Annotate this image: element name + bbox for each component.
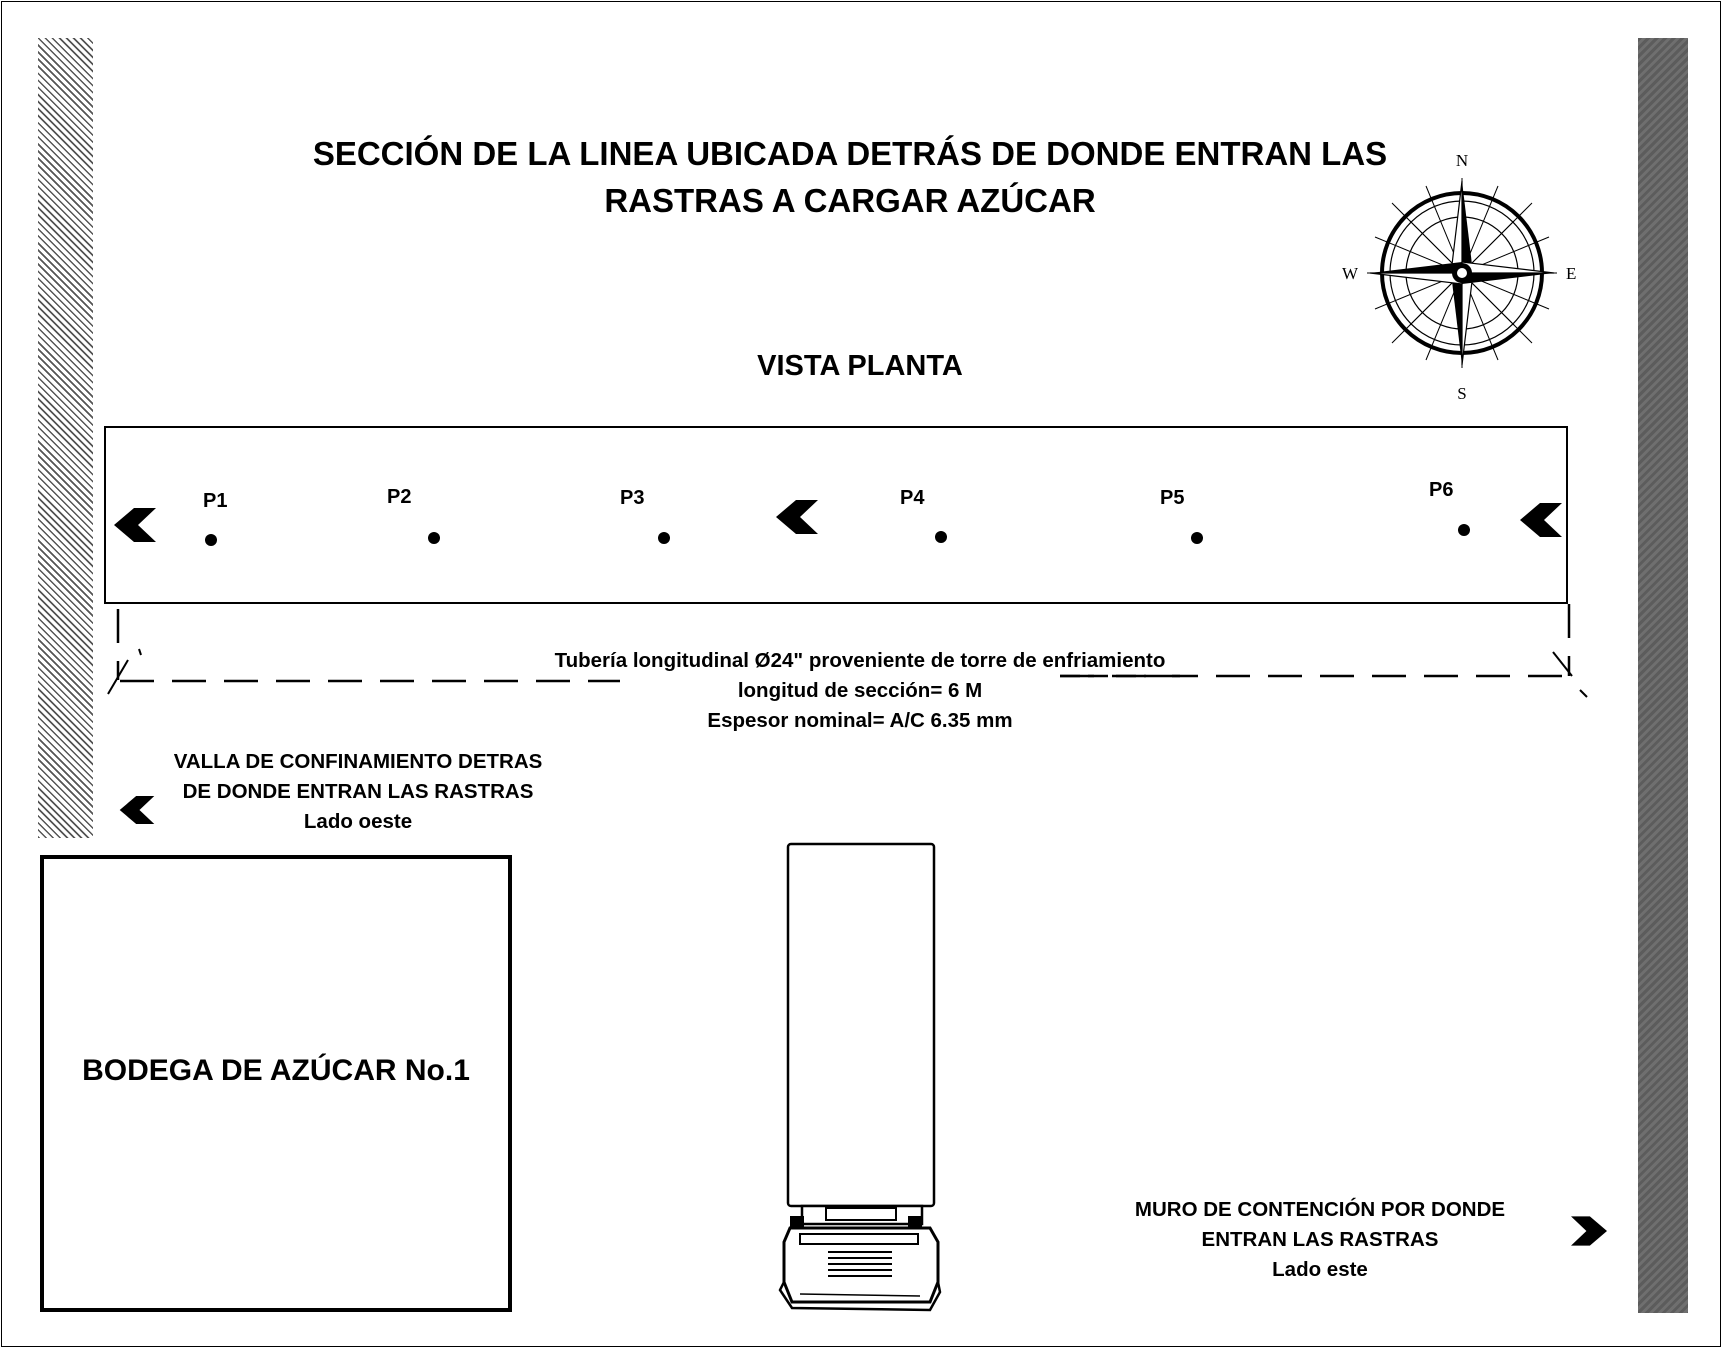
title-line-2: RASTRAS A CARGAR AZÚCAR [604,182,1096,219]
compass-n: N [1455,151,1469,170]
warehouse-label: BODEGA DE AZÚCAR No.1 [82,1054,470,1087]
pipe-line-2: longitud de sección= 6 M [737,679,983,702]
fence-line-3: Lado oeste [303,810,413,833]
point-label: P5 [1160,487,1185,509]
fence-line-2: DE DONDE ENTRAN LAS RASTRAS [182,780,534,803]
pipe-line-3: Espesor nominal= A/C 6.35 mm [707,709,1013,732]
fence-description [148,747,568,837]
compass-s: S [1457,384,1467,403]
wall-description [1110,1195,1530,1285]
view-subtitle: VISTA PLANTA [757,350,963,382]
truck-top-view-icon [780,842,940,1312]
pipe-line-1: Tubería longitudinal Ø24" proveniente de torre de enfriamiento [554,649,1166,672]
point-label: P1 [203,490,228,512]
compass-w: W [1341,264,1358,283]
wall-line-2: ENTRAN LAS RASTRAS [1201,1228,1439,1251]
wall-line-3: Lado este [1272,1258,1368,1281]
compass-e: E [1566,264,1577,283]
title-line-1: SECCIÓN DE LA LINEA UBICADA DETRÁS DE DONDE ENTRAN LAS [312,135,1388,172]
wall-line-1: MURO DE CONTENCIÓN POR DONDE [1134,1198,1506,1221]
pipe-description [480,646,1240,736]
point-label: P4 [900,487,925,509]
sugar-warehouse [40,855,512,1312]
point-label: P6 [1429,479,1454,501]
point-label: P2 [387,486,412,508]
point-label: P3 [620,487,645,509]
fence-line-1: VALLA DE CONFINAMIENTO DETRAS [173,750,543,773]
